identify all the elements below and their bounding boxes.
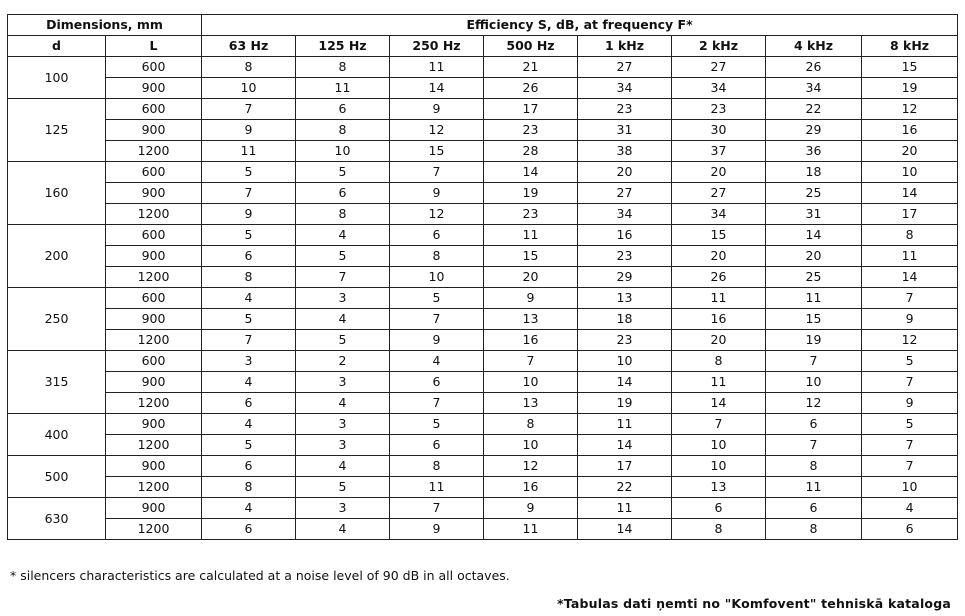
efficiency-value-cell: 7	[862, 456, 958, 477]
efficiency-value-cell: 9	[484, 288, 578, 309]
efficiency-value-cell: 13	[672, 477, 766, 498]
efficiency-value-cell: 20	[672, 162, 766, 183]
efficiency-value-cell: 10	[672, 435, 766, 456]
efficiency-value-cell: 5	[390, 414, 484, 435]
length-cell: 600	[106, 99, 202, 120]
length-cell: 900	[106, 120, 202, 141]
efficiency-value-cell: 15	[484, 246, 578, 267]
efficiency-value-cell: 29	[766, 120, 862, 141]
efficiency-value-cell: 19	[578, 393, 672, 414]
efficiency-value-cell: 8	[296, 57, 390, 78]
efficiency-value-cell: 9	[484, 498, 578, 519]
efficiency-value-cell: 23	[672, 99, 766, 120]
efficiency-value-cell: 8	[484, 414, 578, 435]
efficiency-value-cell: 3	[296, 498, 390, 519]
efficiency-value-cell: 4	[202, 372, 296, 393]
efficiency-value-cell: 11	[202, 141, 296, 162]
efficiency-value-cell: 8	[202, 57, 296, 78]
efficiency-value-cell: 14	[862, 267, 958, 288]
source-note: *Tabulas dati ņemti no "Komfovent" tehniskā kataloga	[557, 596, 951, 611]
length-cell: 900	[106, 183, 202, 204]
silencer-efficiency-table	[7, 14, 958, 540]
efficiency-value-cell: 10	[672, 456, 766, 477]
efficiency-value-cell: 13	[484, 393, 578, 414]
efficiency-value-cell: 7	[296, 267, 390, 288]
efficiency-value-cell: 26	[484, 78, 578, 99]
efficiency-value-cell: 4	[202, 498, 296, 519]
efficiency-value-cell: 8	[296, 120, 390, 141]
efficiency-value-cell: 26	[672, 267, 766, 288]
efficiency-header: Efficiency S, dB, at frequency F*	[202, 15, 958, 36]
efficiency-value-cell: 11	[296, 78, 390, 99]
efficiency-value-cell: 14	[484, 162, 578, 183]
diameter-cell: 200	[8, 225, 106, 288]
efficiency-value-cell: 36	[766, 141, 862, 162]
efficiency-value-cell: 15	[862, 57, 958, 78]
table-body	[8, 57, 958, 540]
efficiency-value-cell: 19	[484, 183, 578, 204]
table-row	[8, 372, 958, 393]
freq-header: 250 Hz	[390, 36, 484, 57]
efficiency-value-cell: 8	[390, 246, 484, 267]
efficiency-value-cell: 14	[862, 183, 958, 204]
efficiency-value-cell: 23	[578, 330, 672, 351]
efficiency-value-cell: 5	[296, 477, 390, 498]
efficiency-value-cell: 37	[672, 141, 766, 162]
efficiency-value-cell: 7	[766, 351, 862, 372]
efficiency-value-cell: 23	[484, 204, 578, 225]
efficiency-value-cell: 6	[296, 99, 390, 120]
efficiency-value-cell: 12	[862, 330, 958, 351]
efficiency-value-cell: 26	[766, 57, 862, 78]
efficiency-value-cell: 3	[296, 414, 390, 435]
efficiency-value-cell: 22	[766, 99, 862, 120]
efficiency-value-cell: 15	[766, 309, 862, 330]
efficiency-value-cell: 4	[296, 309, 390, 330]
table-row	[8, 267, 958, 288]
efficiency-value-cell: 8	[766, 519, 862, 540]
efficiency-value-cell: 22	[578, 477, 672, 498]
efficiency-value-cell: 16	[862, 120, 958, 141]
efficiency-value-cell: 13	[484, 309, 578, 330]
length-cell: 600	[106, 288, 202, 309]
efficiency-value-cell: 4	[862, 498, 958, 519]
efficiency-value-cell: 5	[390, 288, 484, 309]
efficiency-value-cell: 5	[202, 435, 296, 456]
efficiency-value-cell: 6	[862, 519, 958, 540]
efficiency-value-cell: 20	[578, 162, 672, 183]
length-cell: 600	[106, 162, 202, 183]
efficiency-value-cell: 6	[202, 519, 296, 540]
efficiency-value-cell: 8	[672, 519, 766, 540]
efficiency-value-cell: 5	[202, 225, 296, 246]
efficiency-value-cell: 6	[202, 456, 296, 477]
table-row	[8, 498, 958, 519]
efficiency-value-cell: 34	[578, 204, 672, 225]
efficiency-value-cell: 8	[296, 204, 390, 225]
efficiency-value-cell: 15	[390, 141, 484, 162]
efficiency-value-cell: 6	[202, 246, 296, 267]
table-row	[8, 330, 958, 351]
efficiency-value-cell: 12	[766, 393, 862, 414]
efficiency-value-cell: 11	[578, 414, 672, 435]
efficiency-value-cell: 9	[390, 519, 484, 540]
efficiency-value-cell: 11	[672, 372, 766, 393]
efficiency-value-cell: 11	[672, 288, 766, 309]
table-row	[8, 519, 958, 540]
diameter-cell: 250	[8, 288, 106, 351]
efficiency-value-cell: 4	[390, 351, 484, 372]
table-row	[8, 246, 958, 267]
length-cell: 600	[106, 351, 202, 372]
efficiency-value-cell: 16	[484, 330, 578, 351]
efficiency-value-cell: 9	[202, 120, 296, 141]
table-row	[8, 225, 958, 246]
efficiency-value-cell: 27	[672, 183, 766, 204]
efficiency-value-cell: 28	[484, 141, 578, 162]
efficiency-value-cell: 5	[202, 162, 296, 183]
length-cell: 900	[106, 456, 202, 477]
length-cell: 900	[106, 78, 202, 99]
efficiency-value-cell: 11	[578, 498, 672, 519]
efficiency-value-cell: 3	[202, 351, 296, 372]
efficiency-value-cell: 23	[484, 120, 578, 141]
col-d-header: d	[8, 36, 106, 57]
table-row	[8, 414, 958, 435]
footnote: * silencers characteristics are calculated at a noise level of 90 dB in all octaves.	[10, 568, 510, 583]
efficiency-value-cell: 7	[862, 435, 958, 456]
efficiency-value-cell: 4	[202, 288, 296, 309]
efficiency-value-cell: 8	[766, 456, 862, 477]
efficiency-value-cell: 7	[390, 309, 484, 330]
efficiency-value-cell: 14	[578, 372, 672, 393]
efficiency-value-cell: 3	[296, 435, 390, 456]
efficiency-value-cell: 17	[578, 456, 672, 477]
length-cell: 1200	[106, 393, 202, 414]
efficiency-value-cell: 7	[390, 162, 484, 183]
efficiency-value-cell: 14	[766, 225, 862, 246]
table-row	[8, 435, 958, 456]
efficiency-value-cell: 25	[766, 267, 862, 288]
efficiency-value-cell: 9	[390, 99, 484, 120]
efficiency-value-cell: 14	[672, 393, 766, 414]
efficiency-value-cell: 10	[484, 435, 578, 456]
table-row	[8, 351, 958, 372]
efficiency-value-cell: 6	[390, 225, 484, 246]
efficiency-value-cell: 5	[862, 351, 958, 372]
efficiency-value-cell: 12	[390, 204, 484, 225]
efficiency-value-cell: 6	[766, 498, 862, 519]
efficiency-value-cell: 23	[578, 99, 672, 120]
col-l-header: L	[106, 36, 202, 57]
efficiency-value-cell: 20	[672, 246, 766, 267]
table-row	[8, 99, 958, 120]
efficiency-value-cell: 20	[862, 141, 958, 162]
efficiency-value-cell: 9	[202, 204, 296, 225]
efficiency-value-cell: 12	[484, 456, 578, 477]
efficiency-value-cell: 27	[672, 57, 766, 78]
efficiency-value-cell: 17	[484, 99, 578, 120]
efficiency-value-cell: 5	[862, 414, 958, 435]
efficiency-value-cell: 10	[202, 78, 296, 99]
freq-header: 2 kHz	[672, 36, 766, 57]
efficiency-value-cell: 12	[390, 120, 484, 141]
efficiency-value-cell: 11	[484, 519, 578, 540]
length-cell: 1200	[106, 519, 202, 540]
table-row	[8, 162, 958, 183]
efficiency-value-cell: 10	[296, 141, 390, 162]
length-cell: 900	[106, 309, 202, 330]
length-cell: 1200	[106, 330, 202, 351]
efficiency-value-cell: 23	[578, 246, 672, 267]
length-cell: 900	[106, 414, 202, 435]
efficiency-value-cell: 38	[578, 141, 672, 162]
table-row	[8, 477, 958, 498]
efficiency-value-cell: 4	[296, 519, 390, 540]
efficiency-value-cell: 6	[390, 372, 484, 393]
efficiency-value-cell: 14	[578, 435, 672, 456]
diameter-cell: 125	[8, 99, 106, 162]
efficiency-value-cell: 7	[390, 498, 484, 519]
efficiency-value-cell: 16	[672, 309, 766, 330]
efficiency-value-cell: 19	[862, 78, 958, 99]
efficiency-value-cell: 6	[390, 435, 484, 456]
freq-header: 4 kHz	[766, 36, 862, 57]
efficiency-value-cell: 14	[578, 519, 672, 540]
freq-header: 1 kHz	[578, 36, 672, 57]
efficiency-value-cell: 4	[296, 393, 390, 414]
efficiency-value-cell: 19	[766, 330, 862, 351]
efficiency-value-cell: 7	[202, 330, 296, 351]
efficiency-value-cell: 8	[202, 477, 296, 498]
efficiency-value-cell: 9	[862, 309, 958, 330]
table-row	[8, 57, 958, 78]
efficiency-value-cell: 4	[202, 414, 296, 435]
efficiency-value-cell: 2	[296, 351, 390, 372]
efficiency-value-cell: 8	[672, 351, 766, 372]
efficiency-value-cell: 11	[766, 288, 862, 309]
efficiency-value-cell: 18	[578, 309, 672, 330]
efficiency-value-cell: 6	[202, 393, 296, 414]
table-row	[8, 288, 958, 309]
efficiency-value-cell: 6	[296, 183, 390, 204]
efficiency-value-cell: 34	[578, 78, 672, 99]
efficiency-value-cell: 13	[578, 288, 672, 309]
efficiency-value-cell: 9	[862, 393, 958, 414]
efficiency-value-cell: 10	[390, 267, 484, 288]
efficiency-value-cell: 3	[296, 372, 390, 393]
table-row	[8, 78, 958, 99]
efficiency-value-cell: 20	[484, 267, 578, 288]
length-cell: 1200	[106, 141, 202, 162]
table-row	[8, 456, 958, 477]
length-cell: 1200	[106, 477, 202, 498]
efficiency-value-cell: 21	[484, 57, 578, 78]
freq-header: 500 Hz	[484, 36, 578, 57]
table-row	[8, 183, 958, 204]
efficiency-value-cell: 25	[766, 183, 862, 204]
efficiency-value-cell: 10	[862, 477, 958, 498]
table-row	[8, 393, 958, 414]
efficiency-value-cell: 11	[862, 246, 958, 267]
efficiency-value-cell: 34	[672, 204, 766, 225]
efficiency-value-cell: 11	[390, 57, 484, 78]
diameter-cell: 630	[8, 498, 106, 540]
table-row	[8, 309, 958, 330]
efficiency-value-cell: 20	[766, 246, 862, 267]
freq-header: 125 Hz	[296, 36, 390, 57]
efficiency-value-cell: 31	[578, 120, 672, 141]
efficiency-value-cell: 6	[672, 498, 766, 519]
efficiency-value-cell: 9	[390, 330, 484, 351]
efficiency-value-cell: 5	[296, 162, 390, 183]
freq-header: 63 Hz	[202, 36, 296, 57]
efficiency-value-cell: 31	[766, 204, 862, 225]
length-cell: 600	[106, 57, 202, 78]
efficiency-value-cell: 9	[390, 183, 484, 204]
efficiency-value-cell: 30	[672, 120, 766, 141]
efficiency-value-cell: 5	[202, 309, 296, 330]
efficiency-value-cell: 34	[766, 78, 862, 99]
length-cell: 1200	[106, 435, 202, 456]
efficiency-value-cell: 14	[390, 78, 484, 99]
efficiency-value-cell: 7	[484, 351, 578, 372]
efficiency-value-cell: 7	[672, 414, 766, 435]
table-row	[8, 141, 958, 162]
diameter-cell: 100	[8, 57, 106, 99]
efficiency-value-cell: 8	[862, 225, 958, 246]
length-cell: 1200	[106, 204, 202, 225]
efficiency-value-cell: 7	[202, 183, 296, 204]
efficiency-value-cell: 17	[862, 204, 958, 225]
efficiency-value-cell: 6	[766, 414, 862, 435]
efficiency-value-cell: 27	[578, 57, 672, 78]
diameter-cell: 160	[8, 162, 106, 225]
length-cell: 1200	[106, 267, 202, 288]
diameter-cell: 500	[8, 456, 106, 498]
efficiency-value-cell: 10	[578, 351, 672, 372]
efficiency-value-cell: 4	[296, 456, 390, 477]
efficiency-value-cell: 8	[390, 456, 484, 477]
efficiency-value-cell: 11	[390, 477, 484, 498]
efficiency-value-cell: 7	[390, 393, 484, 414]
efficiency-value-cell: 11	[484, 225, 578, 246]
length-cell: 900	[106, 372, 202, 393]
efficiency-value-cell: 5	[296, 246, 390, 267]
length-cell: 900	[106, 246, 202, 267]
efficiency-value-cell: 7	[862, 372, 958, 393]
length-cell: 600	[106, 225, 202, 246]
efficiency-value-cell: 20	[672, 330, 766, 351]
efficiency-value-cell: 10	[766, 372, 862, 393]
efficiency-value-cell: 5	[296, 330, 390, 351]
efficiency-value-cell: 7	[766, 435, 862, 456]
efficiency-value-cell: 8	[202, 267, 296, 288]
efficiency-value-cell: 12	[862, 99, 958, 120]
efficiency-value-cell: 10	[862, 162, 958, 183]
diameter-cell: 315	[8, 351, 106, 414]
efficiency-value-cell: 34	[672, 78, 766, 99]
efficiency-value-cell: 4	[296, 225, 390, 246]
table-row	[8, 204, 958, 225]
efficiency-value-cell: 18	[766, 162, 862, 183]
efficiency-value-cell: 16	[578, 225, 672, 246]
efficiency-value-cell: 29	[578, 267, 672, 288]
efficiency-value-cell: 16	[484, 477, 578, 498]
dimensions-header: Dimensions, mm	[8, 15, 202, 36]
efficiency-value-cell: 3	[296, 288, 390, 309]
efficiency-value-cell: 7	[202, 99, 296, 120]
efficiency-value-cell: 11	[766, 477, 862, 498]
efficiency-value-cell: 15	[672, 225, 766, 246]
efficiency-value-cell: 7	[862, 288, 958, 309]
diameter-cell: 400	[8, 414, 106, 456]
length-cell: 900	[106, 498, 202, 519]
efficiency-value-cell: 10	[484, 372, 578, 393]
table-row	[8, 120, 958, 141]
efficiency-value-cell: 27	[578, 183, 672, 204]
freq-header: 8 kHz	[862, 36, 958, 57]
